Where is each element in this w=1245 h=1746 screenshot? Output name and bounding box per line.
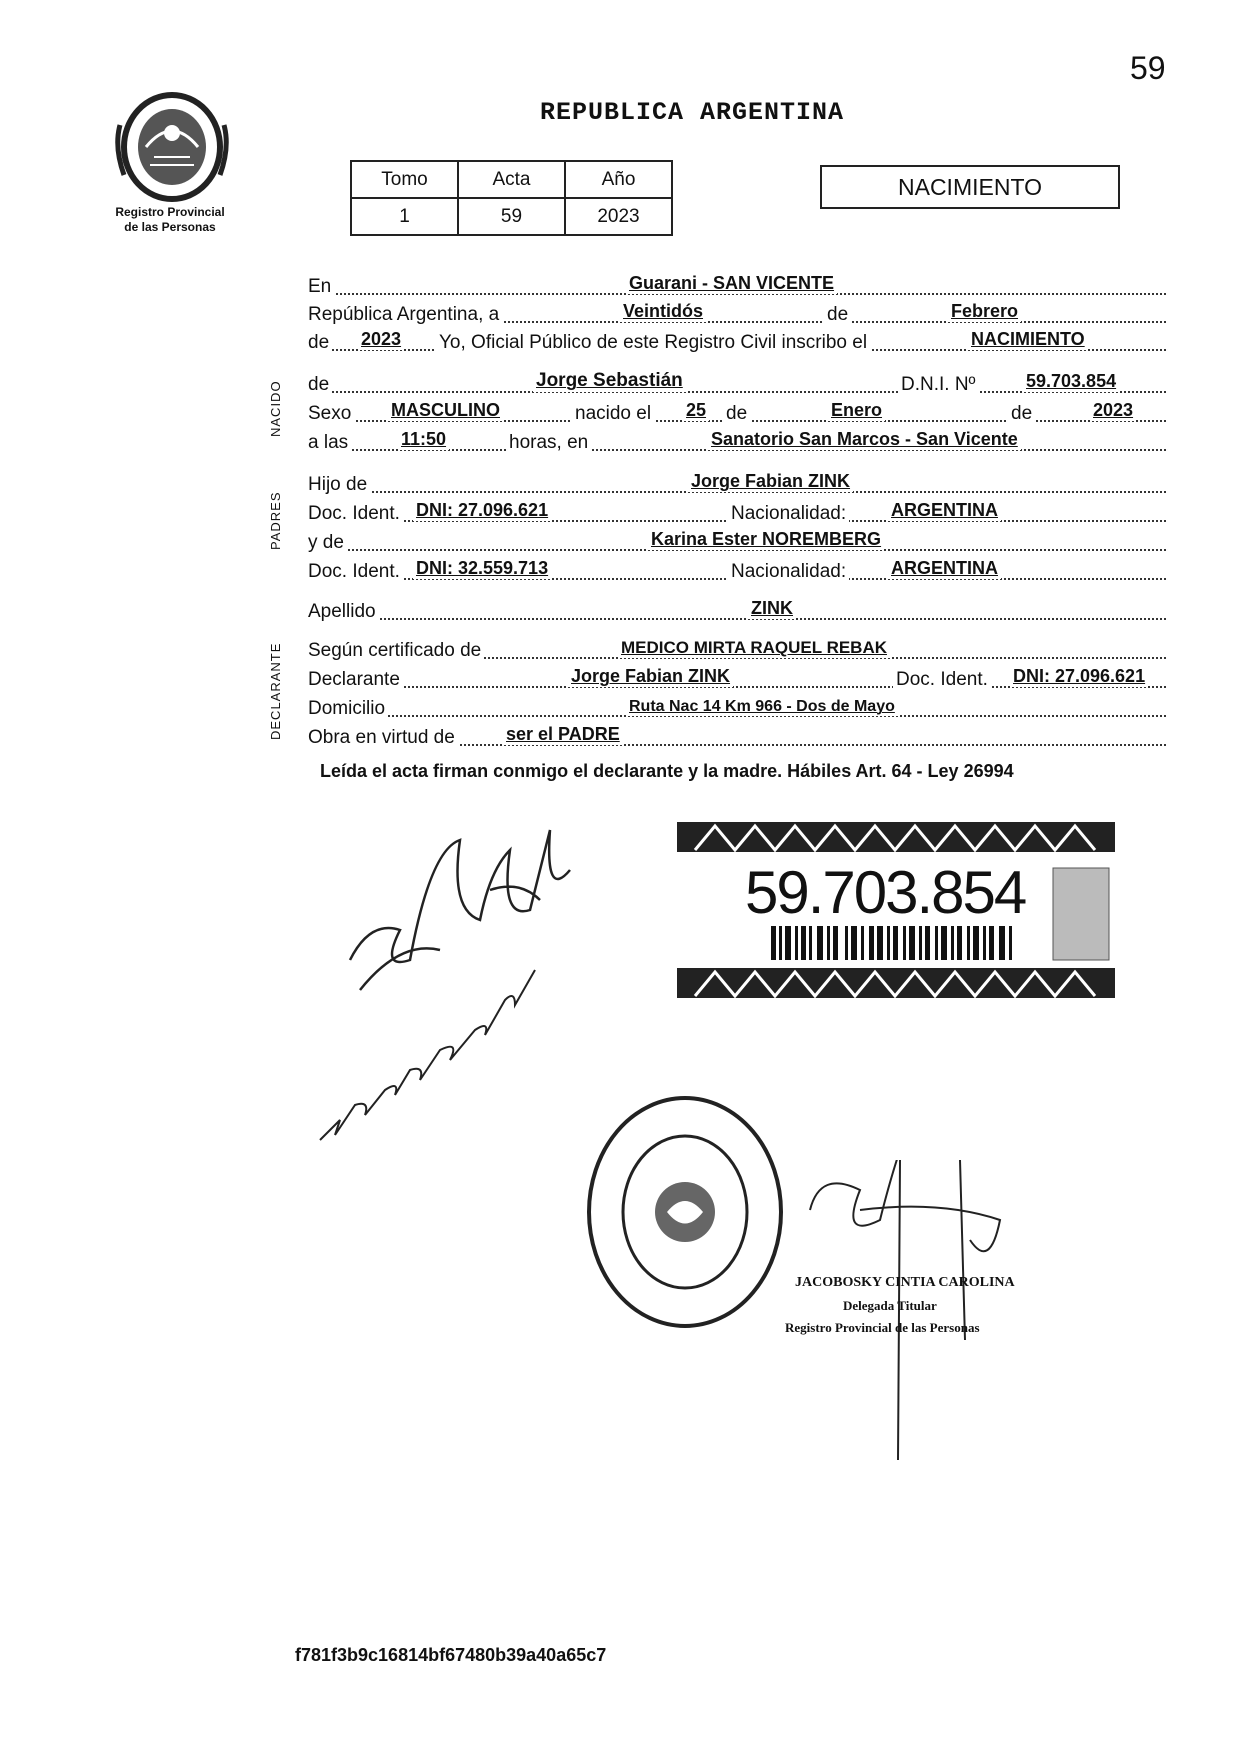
line-padre <box>308 468 1166 496</box>
value-declarante-nombre: Jorge Fabian ZINK <box>568 666 733 687</box>
label-doc-ident: Doc. Ident. <box>308 561 403 583</box>
line-nombre <box>308 368 1166 396</box>
line-domicilio <box>308 692 1166 720</box>
value-mes: Enero <box>828 400 885 421</box>
value-padre-nombre: Jorge Fabian ZINK <box>688 471 853 492</box>
official-stamp-icon <box>585 1095 785 1330</box>
label-de: de <box>1008 403 1035 425</box>
label-nacionalidad: Nacionalidad: <box>728 503 849 525</box>
label-de: de <box>308 374 332 396</box>
label-de: de <box>723 403 750 425</box>
label-apellido: Apellido <box>308 601 379 623</box>
registry-value-cell: 2023 <box>565 198 672 235</box>
dotted-leader <box>308 618 1166 620</box>
value-madre-doc: DNI: 32.559.713 <box>413 558 551 579</box>
line-certificado <box>308 634 1166 662</box>
misiones-logo-icon <box>110 85 240 210</box>
side-label-declarante: DECLARANTE <box>268 642 283 740</box>
label-domicilio: Domicilio <box>308 698 388 720</box>
label-declarante: Declarante <box>308 669 403 691</box>
registry-value-cell: 1 <box>351 198 458 235</box>
line-inscripcion <box>308 326 1166 354</box>
label-en: En <box>308 276 334 298</box>
line-madre-doc <box>308 555 1166 583</box>
registry-header-cell: Tomo <box>351 161 458 198</box>
value-lugar-nacimiento: Sanatorio San Marcos - San Vicente <box>708 429 1021 450</box>
value-tipo: NACIMIENTO <box>968 329 1088 350</box>
line-madre <box>308 526 1166 554</box>
value-sexo: MASCULINO <box>388 400 503 421</box>
record-type-box: NACIMIENTO <box>820 165 1120 209</box>
value-dia-texto: Veintidós <box>620 301 706 322</box>
value-lugar: Guarani - SAN VICENTE <box>626 273 837 294</box>
label-y-de: y de <box>308 532 347 554</box>
registry-value-cell: 59 <box>458 198 565 235</box>
label-certificado: Según certificado de <box>308 640 484 662</box>
official-name: JACOBOSKY CINTIA CAROLINA <box>795 1275 1015 1290</box>
barcode-number: 59.703.854 <box>745 859 1026 926</box>
value-dni: 59.703.854 <box>1023 371 1119 392</box>
official-role: Delegada Titular <box>843 1298 937 1313</box>
value-padre-nacionalidad: ARGENTINA <box>888 500 1001 521</box>
value-nombre: Jorge Sebastián <box>533 370 686 392</box>
label-de: de <box>308 332 332 354</box>
logo-caption-line2: de las Personas <box>124 220 216 234</box>
line-declarante <box>308 663 1166 691</box>
label-nacido-el: nacido el <box>572 403 654 425</box>
registry-header-cell: Año <box>565 161 672 198</box>
value-anio: 2023 <box>1090 400 1136 421</box>
label-dni: D.N.I. Nº <box>898 374 979 396</box>
label-obra: Obra en virtud de <box>308 727 458 749</box>
line-padre-doc <box>308 497 1166 525</box>
line-sexo-fecha <box>308 397 1166 425</box>
value-obra: ser el PADRE <box>503 724 623 745</box>
label-republica: República Argentina, a <box>308 304 502 326</box>
registry-value-row <box>351 198 672 235</box>
id-barcode-sticker <box>675 820 1115 1000</box>
value-apellido: ZINK <box>748 598 796 619</box>
label-hijo-de: Hijo de <box>308 474 370 496</box>
official-org: Registro Provincial de las Personas <box>785 1320 980 1335</box>
page-number: 59 <box>1130 50 1166 86</box>
mother-signature-icon <box>310 930 570 1160</box>
label-horas-en: horas, en <box>506 432 591 454</box>
registry-table <box>350 160 673 236</box>
side-label-nacido: NACIDO <box>268 380 283 437</box>
line-hora-lugar <box>308 426 1166 454</box>
label-doc-ident: Doc. Ident. <box>893 669 991 691</box>
label-nacionalidad: Nacionalidad: <box>728 561 849 583</box>
document-title: REPUBLICA ARGENTINA <box>540 98 845 127</box>
line-apellido <box>308 595 1166 623</box>
logo-caption-line1: Registro Provincial <box>115 205 225 219</box>
value-madre-nacionalidad: ARGENTINA <box>888 558 1001 579</box>
label-inscribo: Yo, Oficial Público de este Registro Civil inscribo el <box>436 332 870 354</box>
value-declarante-doc: DNI: 27.096.621 <box>1010 666 1148 687</box>
logo-caption <box>95 205 245 235</box>
document-hash: f781f3b9c16814bf67480b39a40a65c7 <box>295 1645 607 1665</box>
value-domicilio: Ruta Nac 14 Km 966 - Dos de Mayo <box>626 698 898 716</box>
label-doc-ident: Doc. Ident. <box>308 503 403 525</box>
line-fecha-acta <box>308 298 1166 326</box>
label-sexo: Sexo <box>308 403 354 425</box>
value-mes-texto: Febrero <box>948 301 1021 322</box>
value-madre-nombre: Karina Ester NOREMBERG <box>648 529 884 550</box>
line-obra <box>308 721 1166 749</box>
value-anio-acta: 2023 <box>358 329 404 350</box>
line-lugar <box>308 270 1166 298</box>
label-de: de <box>824 304 851 326</box>
side-label-padres: PADRES <box>268 491 283 550</box>
closing-note: Leída el acta firman conmigo el declarante y la madre. Hábiles Art. 64 - Ley 26994 <box>320 761 1014 781</box>
value-certificado: MEDICO MIRTA RAQUEL REBAK <box>618 638 890 658</box>
value-dia: 25 <box>683 400 709 421</box>
registry-header-cell: Acta <box>458 161 565 198</box>
value-padre-doc: DNI: 27.096.621 <box>413 500 551 521</box>
registry-header-row <box>351 161 672 198</box>
label-a-las: a las <box>308 432 351 454</box>
value-hora: 11:50 <box>398 429 449 450</box>
